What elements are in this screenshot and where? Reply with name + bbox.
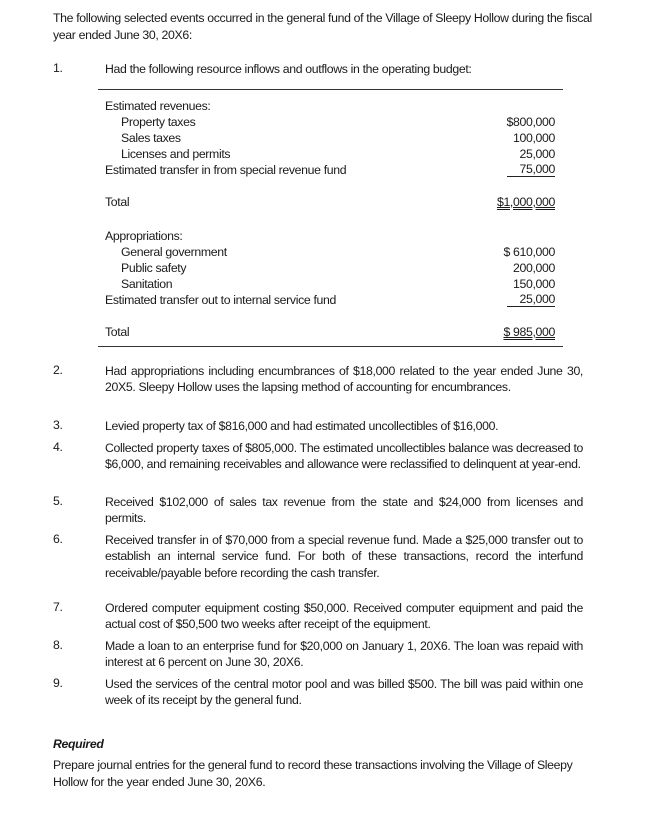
item-text: Levied property tax of $816,000 and had estimated uncollectibles of $16,000. (105, 419, 499, 433)
item-text: Made a loan to an enterprise fund for $20,000 on January 1, 20X6. The loan was repaid with interest at 6 percent on June 30, 20X6. (105, 639, 583, 670)
row-label: Property taxes (121, 115, 196, 129)
item-text: Had appropriations including encumbrances of $18,000 related to the year ended June 30, 20X5. Sleepy Hollow uses the lapsing method of accounting for encumbrances. (105, 364, 583, 395)
required-heading: Required (53, 737, 104, 751)
total-amount: $1,000,000 (496, 195, 555, 209)
row-amount: 200,000 (512, 261, 555, 275)
section-heading: Estimated revenues: (105, 99, 211, 113)
row-label: Estimated transfer out to internal service fund (105, 293, 336, 307)
row-amount: 75,000 (507, 162, 555, 177)
item-number: 9. (53, 676, 63, 690)
item-text: Collected property taxes of $805,000. The estimated uncollectibles balance was decreased to $6,000, and remaining receivables and allowance were reclassified to delinquent at year-end. (105, 441, 583, 472)
row-amount: $800,000 (506, 115, 555, 129)
table-top-rule (98, 89, 563, 90)
total-amount: $ 985,000 (503, 325, 555, 339)
appropriations-table (105, 228, 555, 340)
row-amount: 25,000 (507, 292, 555, 307)
total-label: Total (105, 325, 130, 339)
item-text: Received $102,000 of sales tax revenue from the state and $24,000 from licenses and permits. (105, 495, 583, 526)
row-label: Public safety (121, 261, 187, 275)
row-label: Sales taxes (121, 131, 181, 145)
intro-paragraph: The following selected events occurred in the general fund of the Village of Sleepy Hollow during the fiscal year ended June 30, 20X6: (53, 11, 592, 42)
section-heading: Appropriations: (105, 229, 183, 243)
row-amount: 100,000 (512, 131, 555, 145)
item-text: Had the following resource inflows and outflows in the operating budget: (105, 62, 472, 76)
item-number: 7. (53, 600, 63, 614)
item-number: 4. (53, 440, 63, 454)
item-number: 1. (53, 61, 63, 75)
row-label: General government (121, 245, 227, 259)
row-amount: $ 610,000 (503, 245, 555, 259)
total-label: Total (105, 195, 130, 209)
row-label: Licenses and permits (121, 147, 231, 161)
item-number: 8. (53, 638, 63, 652)
item-number: 2. (53, 363, 63, 377)
estimated-revenues-table (105, 98, 555, 210)
table-bottom-rule (98, 346, 563, 347)
item-text: Used the services of the central motor pool and was billed $500. The bill was paid within one week of its receipt by the general fund. (105, 677, 583, 708)
row-label: Sanitation (121, 277, 173, 291)
item-number: 3. (53, 418, 63, 432)
row-amount: 25,000 (519, 147, 555, 161)
item-text: Ordered computer equipment costing $50,000. Received computer equipment and paid the actual cost of $50,500 two weeks after receipt of the equipment. (105, 601, 583, 632)
required-text: Prepare journal entries for the general fund to record these transactions involving the Village of Sleepy Hollow for the year ended June 30, 20X6. (53, 758, 573, 789)
item-number: 6. (53, 532, 63, 546)
row-amount: 150,000 (512, 277, 555, 291)
row-label: Estimated transfer in from special revenue fund (105, 163, 347, 177)
item-number: 5. (53, 494, 63, 508)
item-text: Received transfer in of $70,000 from a special revenue fund. Made a $25,000 transfer out to establish an internal service fund. For both of these transactions, record the interfund receivable/payable before recording the cash transfer. (105, 533, 583, 580)
